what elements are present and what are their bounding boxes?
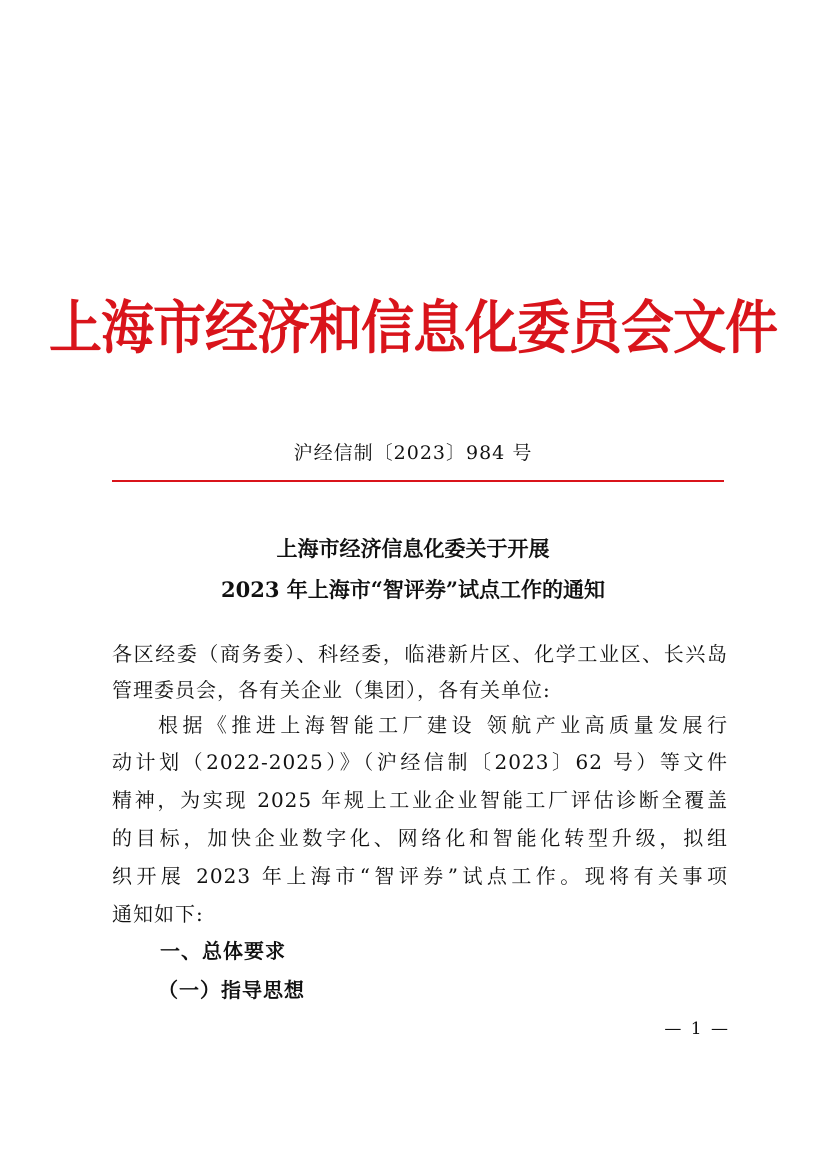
- notice-title-line-1: 上海市经济信息化委关于开展: [276, 536, 550, 561]
- body-line: 动计划（2022-2025）》（沪经信制〔2023〕62 号）等文件: [112, 750, 728, 774]
- addressee-line-2: 管理委员会，各有关企业（集团），各有关单位:: [112, 678, 551, 702]
- section-heading-2: （一）指导思想: [158, 978, 305, 1002]
- masthead-title: 上海市经济和信息化委员会文件: [49, 294, 777, 362]
- red-divider-line: [112, 480, 724, 482]
- body-line: 的目标，加快企业数字化、网络化和智能化转型升级，拟组: [112, 826, 728, 850]
- document-number: 沪经信制〔2023〕984 号: [293, 442, 533, 464]
- body-line: 精神，为实现 2025 年规上工业企业智能工厂评估诊断全覆盖: [112, 788, 728, 812]
- page-number: — 1 —: [664, 1019, 730, 1039]
- body-line: 织开展 2023 年上海市“智评券”试点工作。现将有关事项: [112, 864, 728, 888]
- section-heading-1: 一、总体要求: [160, 939, 286, 963]
- body-line: 通知如下:: [112, 902, 204, 926]
- notice-title-line-2: 2023 年上海市“智评券”试点工作的通知: [221, 577, 605, 602]
- addressee-line-1: 各区经委（商务委）、科经委，临港新片区、化学工业区、长兴岛: [112, 642, 728, 666]
- body-line: 根据《推进上海智能工厂建设 领航产业高质量发展行: [158, 713, 728, 737]
